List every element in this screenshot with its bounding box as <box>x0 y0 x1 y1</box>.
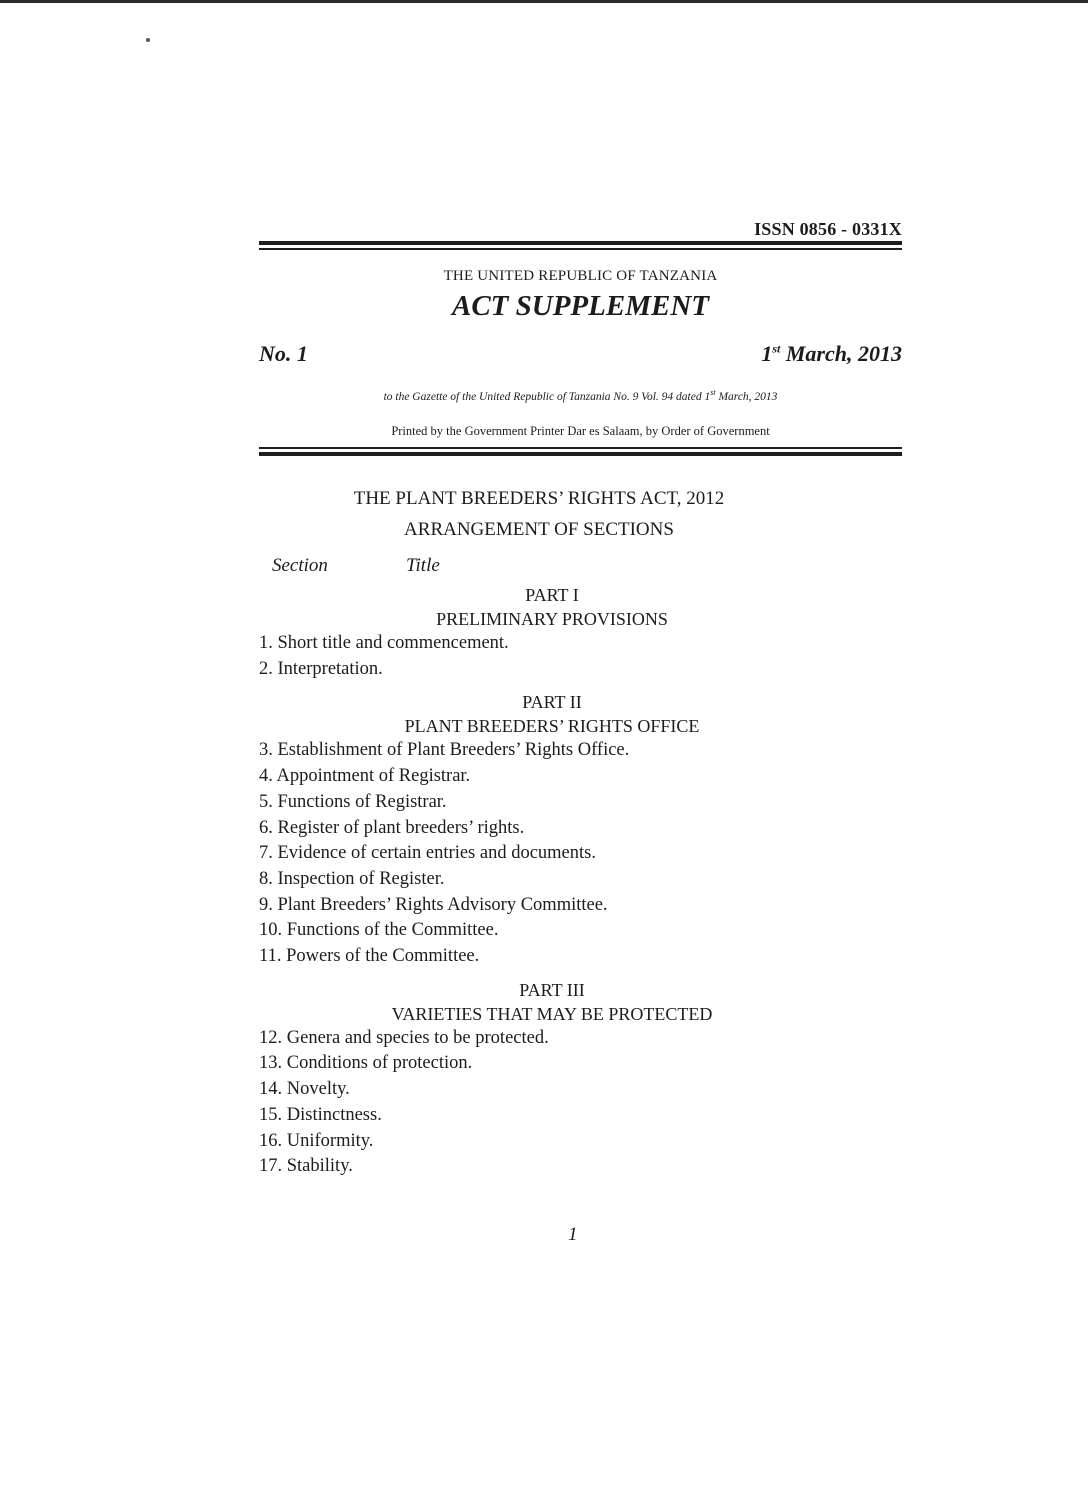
act-title: THE PLANT BREEDERS’ RIGHTS ACT, 2012 <box>353 488 725 509</box>
publication-date <box>761 341 902 367</box>
section-entry: 4. Appointment of Registrar. <box>259 766 471 787</box>
section-entry: 5. Functions of Registrar. <box>259 791 447 812</box>
scan-speck <box>146 38 150 42</box>
section-entry: 3. Establishment of Plant Breeders’ Rights Office. <box>259 740 630 761</box>
issn-number: ISSN 0856 - 0331X <box>754 219 902 239</box>
part-label: PART I <box>525 585 579 605</box>
date-day: 1 <box>761 341 773 366</box>
section-entry: 7. Evidence of certain entries and documents. <box>259 843 596 864</box>
sections-list <box>259 583 819 1180</box>
section-entry: 17. Stability. <box>259 1156 353 1177</box>
column-header-title: Title <box>406 555 440 576</box>
part-name: PLANT BREEDERS’ RIGHTS OFFICE <box>404 716 700 737</box>
date-suffix: st <box>772 341 781 356</box>
arrangement-heading: ARRANGEMENT OF SECTIONS <box>404 519 674 540</box>
gazette-suffix: st <box>710 388 716 397</box>
section-entry: 13. Conditions of protection. <box>259 1053 473 1074</box>
part-name: VARIETIES THAT MAY BE PROTECTED <box>391 1003 713 1024</box>
section-entry: 14. Novelty. <box>259 1079 350 1100</box>
section-entry: 10. Functions of the Committee. <box>259 920 499 941</box>
date-rest: March, 2013 <box>780 341 902 366</box>
header-rule-bottom <box>259 447 902 456</box>
country-name: THE UNITED REPUBLIC OF TANZANIA <box>443 268 718 284</box>
section-entry: 16. Uniformity. <box>259 1130 374 1151</box>
section-entry: 1. Short title and commencement. <box>259 633 509 653</box>
section-entry: 9. Plant Breeders’ Rights Advisory Committee. <box>259 894 608 915</box>
gazette-prefix: to the Gazette of the United Republic of Tanzania No. 9 Vol. 94 dated 1 <box>383 390 711 403</box>
gazette-reference <box>259 388 902 403</box>
gazette-rest: March, 2013 <box>715 390 778 403</box>
section-entry: 6. Register of plant breeders’ rights. <box>259 817 525 838</box>
section-entry: 8. Inspection of Register. <box>259 868 445 889</box>
section-entry: 12. Genera and species to be protected. <box>259 1027 549 1048</box>
section-entry: 2. Interpretation. <box>259 658 383 679</box>
column-header-section: Section <box>272 555 328 576</box>
supplement-number: No. 1 <box>259 341 308 366</box>
part-name: PRELIMINARY PROVISIONS <box>436 609 668 629</box>
supplement-title: ACT SUPPLEMENT <box>452 290 709 322</box>
scan-top-edge <box>0 0 1088 3</box>
part-label: PART II <box>522 692 582 713</box>
header-rule-top <box>259 241 902 250</box>
part-label: PART III <box>519 979 585 1000</box>
section-entry: 11. Powers of the Committee. <box>259 946 480 967</box>
section-entry: 15. Distinctness. <box>259 1104 382 1125</box>
page-number: 1 <box>568 1224 578 1245</box>
printer-note: Printed by the Government Printer Dar es Salaam, by Order of Government <box>391 424 770 438</box>
